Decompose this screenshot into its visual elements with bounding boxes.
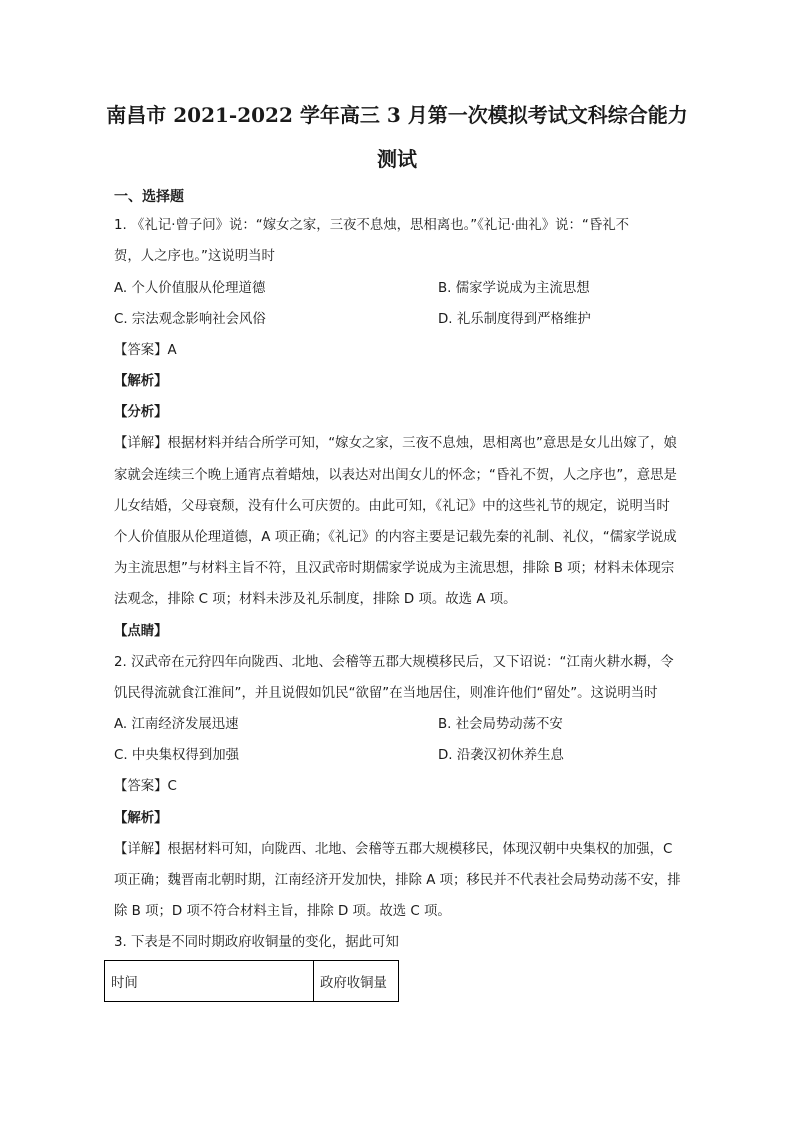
page-title-continued: 测试 [377, 147, 417, 171]
q2-detail-line3: 除 B 项；D 项不符合材料主旨，排除 D 项。故选 C 项。 [114, 904, 451, 919]
q1-detail-line4: 个人价值服从伦理道德，A 项正确；《礼记》的内容主要是记载先秦的礼制、礼仪，“儒家学说成 [114, 530, 677, 545]
q2-option-d: D. 沿袭汉初休养生息 [438, 748, 564, 763]
q1-detail-line1: 【详解】根据材料并结合所学可知，“嫁女之家，三夜不息烛，思相离也”意思是女儿出嫁了，娘 [114, 436, 677, 451]
q1-stem-line2: 贺，人之序也。”这说明当时 [114, 249, 275, 264]
q2-answer: 【答案】C [114, 779, 177, 794]
section-heading: 一、选择题 [114, 189, 184, 205]
q2-stem-line1: 2. 汉武帝在元狩四年向陇西、北地、会稽等五郡大规模移民后，又下诏说：“江南火耕水耨，令 [114, 655, 674, 670]
q1-option-a: A. 个人价值服从伦理道德 [114, 281, 266, 296]
table-header-time: 时间 [105, 961, 314, 1002]
q1-detail-line3: 儿女结婚，父母衰颓，没有什么可庆贺的。由此可知，《礼记》中的这些礼节的规定，说明当时 [114, 499, 670, 514]
q1-answer: 【答案】A [114, 343, 177, 358]
q2-detail-line1: 【详解】根据材料可知，向陇西、北地、会稽等五郡大规模移民，体现汉朝中央集权的加强，C [114, 842, 673, 857]
q1-detail-line6: 法观念，排除 C 项；材料未涉及礼乐制度，排除 D 项。故选 A 项。 [114, 592, 517, 607]
q2-detail-line2: 项正确；魏晋南北朝时期，江南经济开发加快，排除 A 项；移民并不代表社会局势动荡不安，排 [114, 873, 681, 888]
q1-option-d: D. 礼乐制度得到严格维护 [438, 312, 591, 327]
q2-option-c: C. 中央集权得到加强 [114, 748, 239, 763]
q3-stem: 3. 下表是不同时期政府收铜量的变化，据此可知 [114, 935, 399, 950]
q1-dianjing-heading: 【点睛】 [114, 624, 168, 639]
q1-option-b: B. 儒家学说成为主流思想 [438, 281, 590, 296]
q2-option-b: B. 社会局势动荡不安 [438, 717, 563, 732]
q1-detail-line5: 为主流思想”与材料主旨不符，且汉武帝时期儒家学说成为主流思想，排除 B 项；材料未体现宗 [114, 561, 675, 576]
q1-option-c: C. 宗法观念影响社会风俗 [114, 312, 266, 327]
copper-table [104, 960, 399, 1002]
table-row [105, 961, 399, 1002]
q1-stem-line1: 1. 《礼记·曾子问》说：“嫁女之家，三夜不息烛，思相离也。”《礼记·曲礼》说：“昏礼不 [114, 218, 630, 233]
page-title: 南昌市 2021-2022 学年高三 3 月第一次模拟考试文科综合能力 [106, 103, 688, 127]
q2-stem-line2: 饥民得流就食江淮间”，并且说假如饥民“欲留”在当地居住，则准许他们“留处”。这说明当时 [114, 686, 658, 701]
q2-analysis-heading: 【解析】 [114, 811, 168, 826]
q2-option-a: A. 江南经济发展迅速 [114, 717, 239, 732]
q1-fenxi-heading: 【分析】 [114, 405, 168, 420]
q1-analysis-heading: 【解析】 [114, 374, 168, 389]
q1-detail-line2: 家就会连续三个晚上通宵点着蜡烛，以表达对出闺女儿的怀念；“昏礼不贺，人之序也”，意思是 [114, 468, 677, 483]
table-header-copper: 政府收铜量 [314, 961, 399, 1002]
